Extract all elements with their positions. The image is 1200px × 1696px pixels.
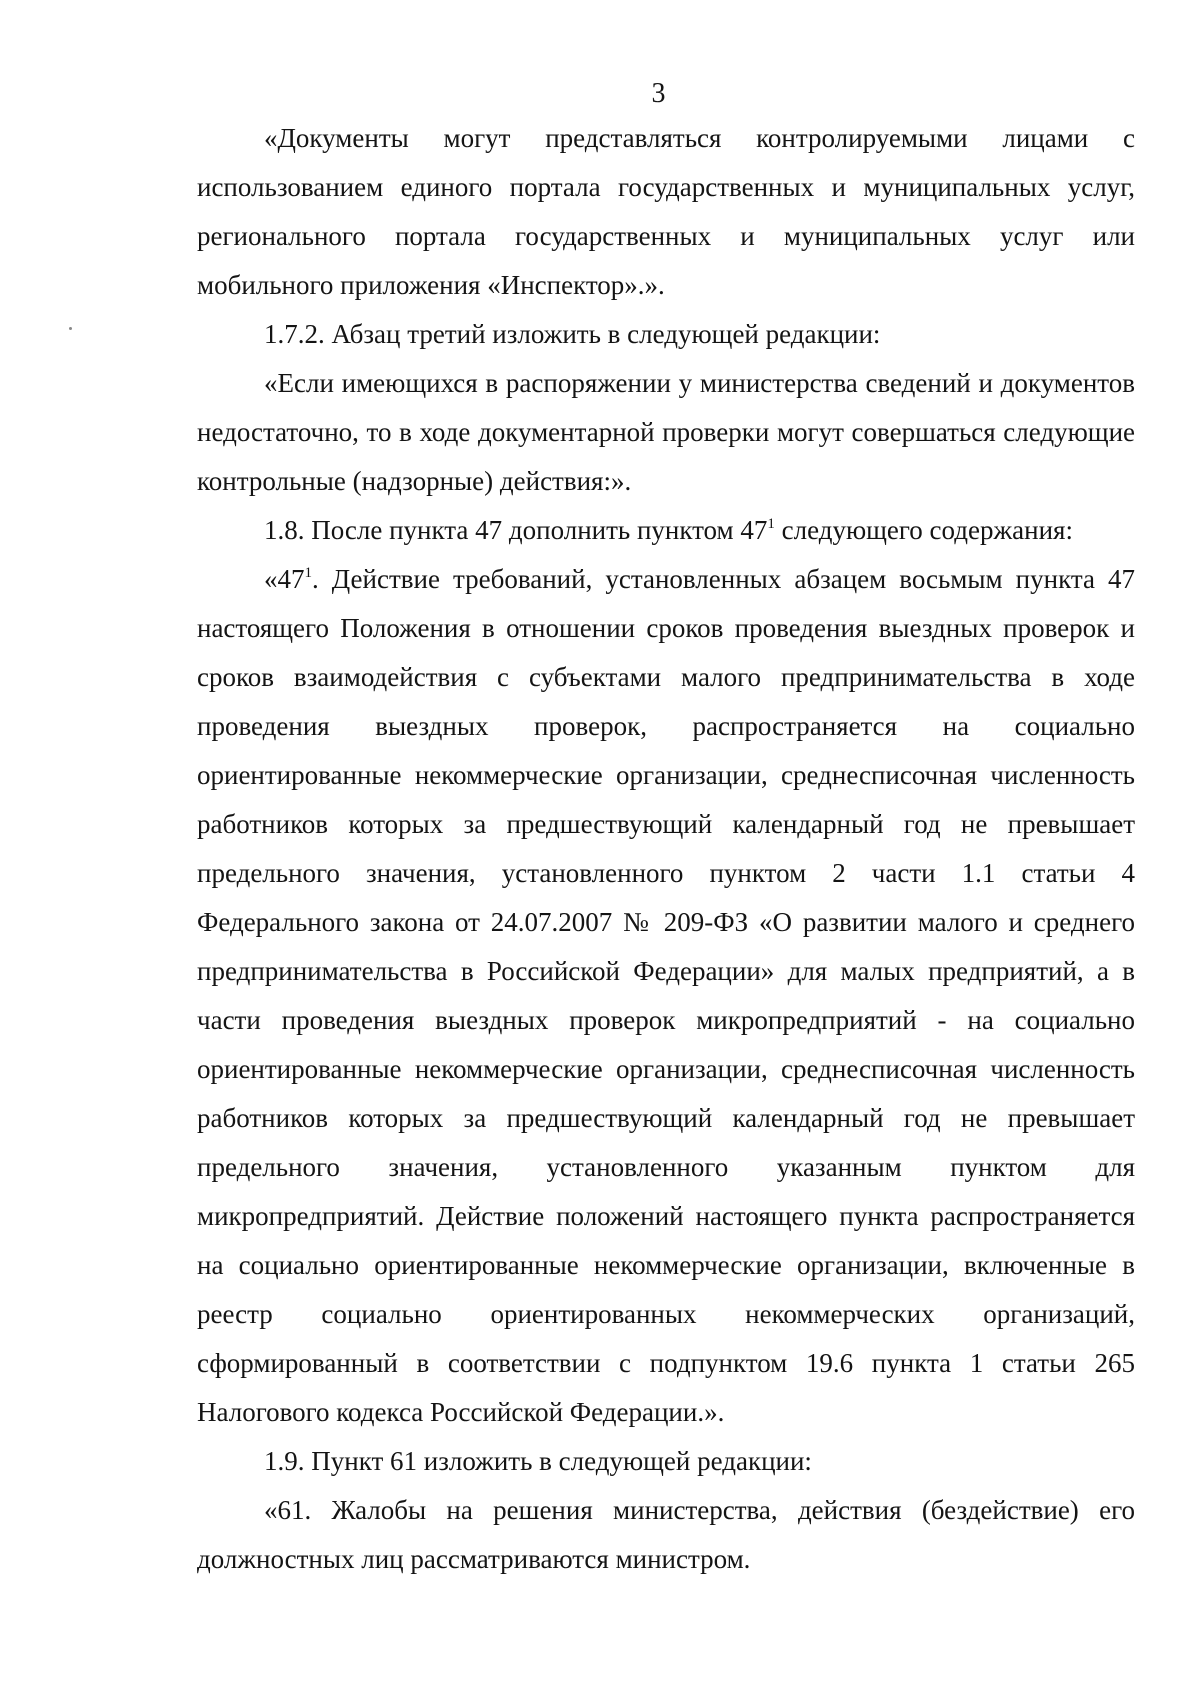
superscript-1: 1 [304,565,312,581]
paragraph-1-8 [197,506,1135,555]
page-number: 3 [651,78,666,109]
paragraph-insufficient-documents: «Если имеющихся в распоряжении у министерства сведений и документов недостаточно, то в ходе документарной проверки могут совершаться следующие контрольные (надзорные) действия:». [197,368,1135,496]
superscript-1: 1 [767,516,775,532]
paragraph-1-8-text: 1.8. После пункта 47 дополнить пунктом 47 [264,515,768,545]
paragraph-documents-submission: «Документы могут представляться контролируемыми лицами с использованием единого портала государственных и муниципальных услуг, регионального портала государственных и муниципальных услуг или мобильного приложения «Инспектор».». [197,123,1135,300]
paragraph-47-1-text: . Действие требований, установленных абзацем восьмым пункта 47 настоящего Положения в отношении сроков проведения выездных проверок и сроков взаимодействия с субъектами малого предпринимательства в ходе проведения выездных проверок, распространяется на социально ориентированные некоммерческие организации, среднесписочная численность работников которых за предшествующий календарный год не превышает предельного значения, установленного пунктом 2 части 1.1 статьи 4 Федерального закона от 24.07.2007 № 209-ФЗ «О развитии малого и среднего предпринимательства в Российской Федерации» для малых предприятий, а в части проведения выездных проверок микропредприятий - на социально ориентированные некоммерческие организации, среднесписочная численность работников которых за предшествующий календарный год не превышает предельного значения, установленного указанным пунктом для микропредприятий. Действие положений настоящего пункта распространяется на социально ориентированные некоммерческие организации, включенные в реестр социально ориентированных некоммерческих организаций, сформированный в соответствии с подпунктом 19.6 пункта 1 статьи 265 Налогового кодекса Российской Федерации.». [197,564,1135,1427]
paragraph-47-1 [197,555,1135,1437]
paragraph-61: «61. Жалобы на решения министерства, действия (бездействие) его должностных лиц рассматриваются министром. [197,1495,1135,1574]
document-body [197,114,1135,1584]
paragraph-1-9: 1.9. Пункт 61 изложить в следующей редакции: [264,1446,812,1476]
paragraph-47-1-lead: «47 [264,564,305,594]
paragraph-1-7-2: 1.7.2. Абзац третий изложить в следующей редакции: [264,319,881,349]
paragraph-1-8-tail: следующего содержания: [774,515,1073,545]
scan-artifact [69,327,72,330]
